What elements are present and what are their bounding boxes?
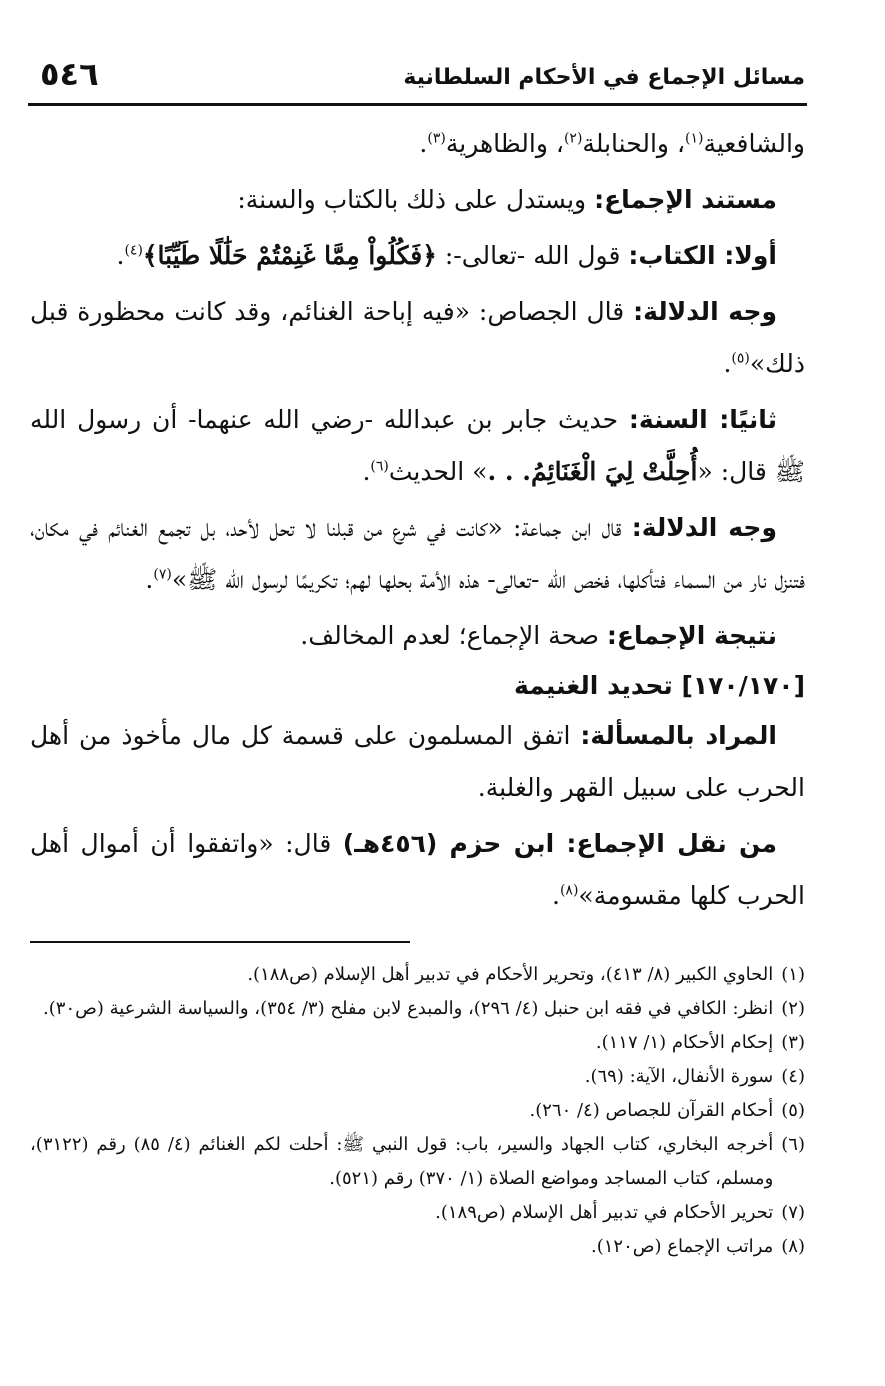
footnote — [30, 1196, 805, 1230]
paragraph-3 — [30, 230, 805, 282]
footnote-ref[interactable]: (١) — [685, 130, 704, 147]
footnote-text: أخرجه البخاري، كتاب الجهاد والسير، باب: قول النبي ﷺ: أحلت لكم الغنائم (٤/ ٨٥) رقم (٣١٢٢)، ومسلم، كتاب المساجد ومواضع الصلاة (١/ ٣٧٠) رقم (٥٢١). — [30, 1134, 774, 1189]
footnote-separator — [30, 941, 410, 943]
footnote-text: الحاوي الكبير (٨/ ٤١٣)، وتحرير الأحكام في تدبير أهل الإسلام (ص١٨٨). — [247, 964, 774, 985]
text: ، والظاهرية — [445, 129, 564, 158]
hadith-quote: أُحِلَّتْ لِيَ الْغَنَائِمُ. . . — [487, 457, 698, 486]
page-number: ٥٤٦ — [40, 55, 99, 93]
footnote — [30, 1026, 805, 1060]
text: حديث جابر بن عبدالله -رضي الله عنهما- أن رسول الله ﷺ قال: « — [30, 405, 805, 486]
footnote-ref[interactable]: (٧) — [153, 566, 172, 583]
header-rule — [28, 103, 807, 106]
text: اتفق المسلمون على قسمة كل مال مأخوذ من أهل الحرب على سبيل القهر والغلبة. — [30, 721, 805, 802]
footnote-number: (٧) — [781, 1202, 805, 1223]
footnote-text: تحرير الأحكام في تدبير أهل الإسلام (ص١٨٩). — [435, 1202, 774, 1223]
paragraph-1 — [30, 118, 805, 170]
footnote — [30, 1230, 805, 1264]
text: . — [723, 349, 732, 378]
text: صحة الإجماع؛ لعدم المخالف. — [300, 621, 607, 650]
footnote — [30, 1060, 805, 1094]
footnote-text: أحكام القرآن للجصاص (٤/ ٢٦٠). — [529, 1100, 774, 1121]
running-header — [30, 55, 805, 105]
text: ، والحنابلة — [582, 129, 686, 158]
issue-heading: [١٧٠/١٧٠] تحديد الغنيمة — [513, 671, 805, 700]
footnote-number: (٥) — [781, 1100, 805, 1121]
text: . — [362, 457, 371, 486]
text: . — [551, 881, 560, 910]
text: قال: «واتفقوا أن أموال أهل الحرب كلها مقسومة» — [30, 829, 805, 910]
footnote — [30, 958, 805, 992]
paragraph-4 — [30, 286, 805, 390]
header-title: مسائل الإجماع في الأحكام السلطانية — [403, 65, 805, 90]
footnote-text: انظر: الكافي في فقه ابن حنبل (٤/ ٢٩٦)، والمبدع لابن مفلح (٣/ ٣٥٤)، والسياسة الشرعية (ص٣٠). — [43, 998, 774, 1019]
footnote-text: مراتب الإجماع (ص١٢٠). — [590, 1236, 774, 1257]
paragraph-7 — [30, 610, 805, 662]
footnote-ref[interactable]: (٢) — [563, 130, 583, 147]
text: . — [145, 565, 154, 594]
section-label: أولا: الكتاب: — [628, 241, 777, 270]
section-label: ثانيًا: السنة: — [628, 405, 777, 434]
footnote-text: سورة الأنفال، الآية: (٦٩). — [584, 1066, 774, 1087]
footnote-number: (٣) — [781, 1032, 805, 1053]
section-label: نتيجة الإجماع: — [606, 621, 777, 650]
text: ويستدل على ذلك بالكتاب والسنة: — [237, 185, 595, 214]
text: . — [419, 129, 428, 158]
footnote-number: (٢) — [781, 998, 805, 1019]
text: قال ابن جماعة: «كانت في شرع من قبلنا لا تحل لأحد، بل تجمع الغنائم في مكان، فتنزل نار من السماء فتأكلها، فخص الله -تعالى- هذه الأمة بحلها لهم؛ تكريمًا لرسول الله ﷺ» — [30, 513, 805, 594]
footnote — [30, 1128, 805, 1196]
text: قول الله -تعالى-: — [436, 241, 629, 270]
paragraph-2 — [30, 174, 805, 226]
section-heading — [30, 666, 805, 706]
footnote-number: (٨) — [781, 1236, 805, 1257]
text: » الحديث — [388, 457, 488, 486]
footnote-number: (٦) — [781, 1134, 805, 1155]
text: والشافعية — [703, 129, 805, 158]
text: . — [116, 241, 125, 270]
footnotes — [30, 958, 805, 1264]
footnote-ref[interactable]: (٨) — [559, 882, 579, 899]
footnote-ref[interactable]: (٦) — [370, 458, 389, 475]
section-label: وجه الدلالة: — [633, 297, 777, 326]
footnote-ref[interactable]: (٤) — [124, 242, 143, 259]
paragraph-10 — [30, 818, 805, 922]
section-label: من نقل الإجماع: ابن حزم (٤٥٦هـ) — [342, 829, 777, 858]
footnote-ref[interactable]: (٣) — [427, 130, 446, 147]
quran-quote: ﴿فَكُلُواْ مِمَّا غَنِمْتُمْ حَلَٰلًا طَيِّبًا﴾ — [142, 241, 437, 270]
paragraph-5 — [30, 394, 805, 498]
section-label: مستند الإجماع: — [594, 185, 777, 214]
footnote-number: (٤) — [781, 1066, 805, 1087]
footnote-ref[interactable]: (٥) — [731, 350, 750, 367]
text: قال الجصاص: «فيه إباحة الغنائم، وقد كانت محظورة قبل ذلك» — [30, 297, 805, 378]
paragraph-9 — [30, 710, 805, 814]
footnote-number: (١) — [781, 964, 805, 985]
footnote-text: إحكام الأحكام (١/ ١١٧). — [595, 1032, 774, 1053]
main-text — [30, 118, 805, 926]
footnote — [30, 992, 805, 1026]
paragraph-6 — [30, 502, 805, 606]
footnote — [30, 1094, 805, 1128]
section-label: وجه الدلالة: — [631, 513, 777, 542]
section-label: المراد بالمسألة: — [580, 721, 778, 750]
